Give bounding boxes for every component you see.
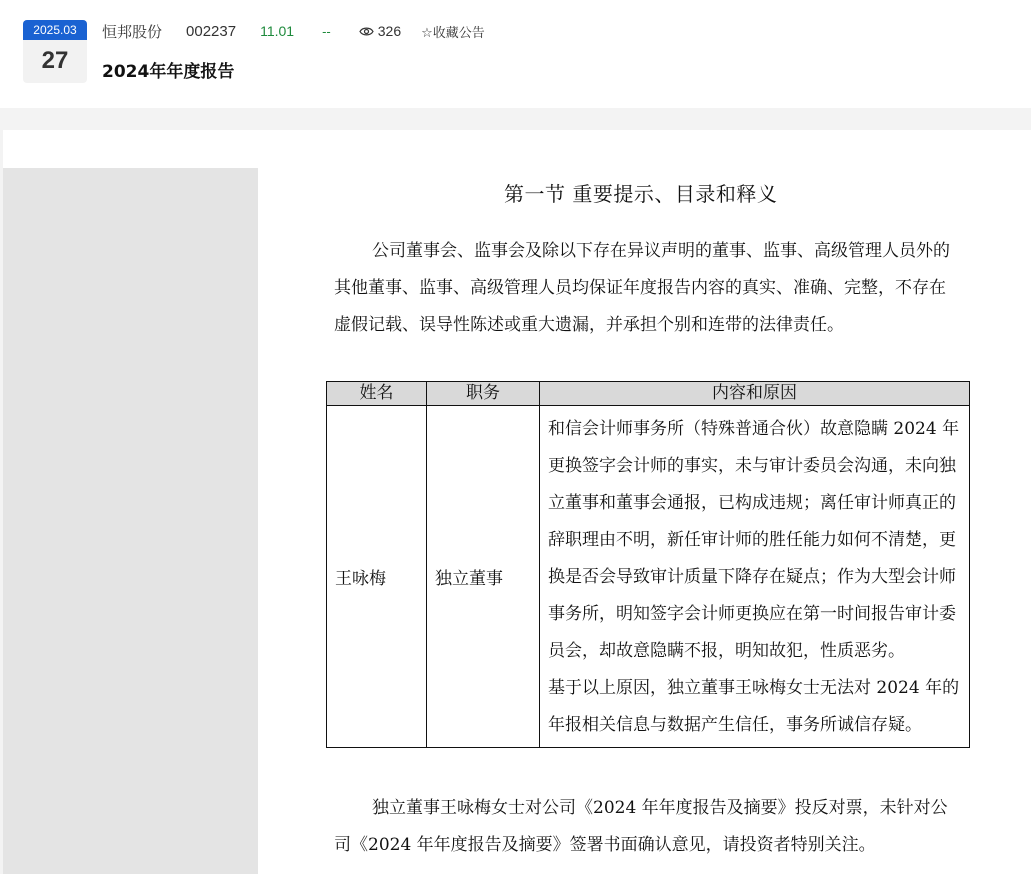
stock-code: 002237: [186, 22, 237, 40]
favorite-button[interactable]: [421, 22, 485, 41]
date-badge: [23, 20, 87, 83]
cell-content: [540, 406, 970, 748]
dissent-note-paragraph: 独立董事王咏梅女士对公司《2024 年年度报告及摘要》投反对票，未针对公司《2024 年年度报告及摘要》签署书面确认意见，请投资者特别关注。: [334, 798, 948, 855]
stock-meta-row: [102, 20, 485, 42]
col-header-content: 内容和原因: [540, 382, 970, 406]
date-year-month: 2025.03: [23, 20, 87, 40]
stock-price: 11.01: [260, 23, 295, 39]
eye-icon: [359, 26, 374, 37]
col-header-role: 职务: [427, 382, 540, 406]
date-day: 27: [41, 47, 69, 74]
statement-paragraph: 公司董事会、监事会及除以下存在异议声明的董事、监事、高级管理人员外的其他董事、监事、高级管理人员均保证年度报告内容的真实、准确、完整，不存在虚假记载、误导性陈述或重大遗漏，并承担个别和连带的法律责任。: [334, 241, 950, 335]
announcement-title: 2024年年度报告: [102, 62, 235, 82]
view-count-value: 326: [377, 23, 402, 39]
announcement-header: [0, 0, 1031, 108]
view-count: [359, 23, 401, 39]
content-paragraph: 和信会计师事务所（特殊普通合伙）故意隐瞒 2024 年更换签字会计师的事实，未与审计委员会沟通，未向独立董事和董事会通报，已构成违规；离任审计师真正的辞职理由不明，新任审计师的胜任能力如何不清楚，更换是否会导致审计质量下降存在疑点；作为大型会计师事务所，明知签字会计师更换应在第一时间报告审计委员会，却故意隐瞒不报，明知故犯，性质恶劣。: [548, 419, 960, 661]
company-name-link[interactable]: 恒邦股份: [102, 22, 163, 41]
section-divider: [0, 108, 1031, 130]
pdf-page: [258, 130, 1031, 874]
dissent-table: [326, 381, 970, 748]
table-header-row: [327, 382, 970, 406]
col-header-name: 姓名: [327, 382, 427, 406]
cell-name: 王咏梅: [327, 406, 427, 748]
pdf-thumbnail-sidebar[interactable]: [3, 168, 258, 874]
table-row: [327, 406, 970, 748]
content-paragraph: 基于以上原因，独立董事王咏梅女士无法对 2024 年的年报相关信息与数据产生信任，事务所诚信存疑。: [548, 678, 960, 735]
stock-change: --: [322, 23, 331, 39]
section-heading: 第一节 重要提示、目录和释义: [504, 182, 778, 206]
favorite-label: ☆收藏公告: [421, 25, 485, 41]
cell-role: 独立董事: [427, 406, 540, 748]
